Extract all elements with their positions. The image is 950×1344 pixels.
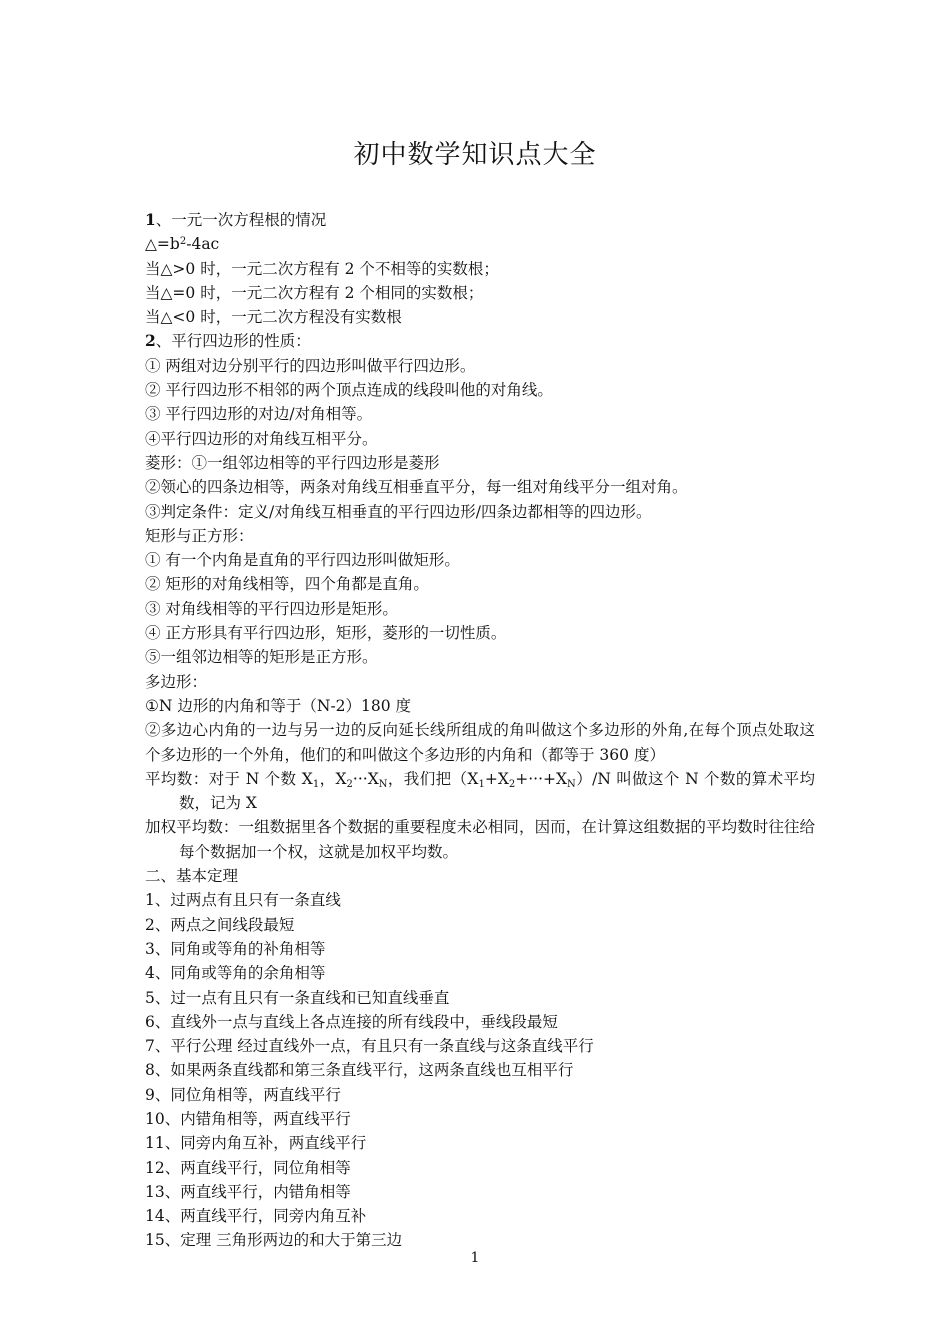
- theorem-item: 15、定理 三角形两边的和大于第三边: [145, 1231, 403, 1250]
- section-2-title: 、平行四边形的性质：: [155, 332, 311, 351]
- text-line: 当△=0 时，一元二次方程有 2 个相同的实数根；: [145, 283, 484, 302]
- theorem-item: 10、内错角相等，两直线平行: [145, 1109, 351, 1128]
- weighted-mean-paragraph: 加权平均数：一组数据里各个数据的重要程度未必相同，因而，在计算这组数据的平均数时往往给每个数据加一个权，这就是加权平均数。: [145, 818, 815, 861]
- mean-text: ，我们把（X: [387, 769, 479, 788]
- discriminant-formula: [145, 232, 815, 256]
- text-line: ② 矩形的对角线相等，四个角都是直角。: [145, 575, 429, 594]
- text-line: 当△>0 时，一元二次方程有 2 个不相等的实数根；: [145, 259, 499, 278]
- text-line: ②领心的四条边相等，两条对角线互相垂直平分，每一组对角线平分一组对角。: [145, 478, 688, 497]
- formula-part: -4ac: [186, 235, 220, 254]
- text-line: 菱形：①一组邻边相等的平行四边形是菱形: [145, 453, 440, 472]
- theorem-item: 13、两直线平行，内错角相等: [145, 1182, 351, 1201]
- subscript: 1: [478, 778, 485, 790]
- mean-definition-paragraph: [145, 767, 815, 816]
- text-line: ③ 对角线相等的平行四边形是矩形。: [145, 599, 398, 618]
- mean-text: ···X: [352, 769, 379, 788]
- text-line: ④平行四边形的对角线互相平分。: [145, 429, 378, 448]
- mean-text: +X: [484, 769, 509, 788]
- formula-part: △=b: [145, 235, 180, 254]
- theorem-item: 6、直线外一点与直线上各点连接的所有线段中，垂线段最短: [145, 1012, 558, 1031]
- mean-text: +···+X: [515, 769, 568, 788]
- theorem-item: 2、两点之间线段最短: [145, 915, 295, 934]
- theorem-item: 5、过一点有且只有一条直线和已知直线垂直: [145, 988, 450, 1007]
- text-line: 当△<0 时，一元二次方程没有实数根: [145, 308, 402, 327]
- text-line: ② 平行四边形不相邻的两个顶点连成的线段叫他的对角线。: [145, 381, 553, 400]
- section-1-number: 1: [145, 210, 156, 229]
- page-number: 1: [470, 1250, 480, 1266]
- subscript: 1: [312, 778, 320, 790]
- section-2-number: 2: [145, 331, 156, 351]
- theorem-item: 11、同旁内角互补，两直线平行: [145, 1134, 367, 1153]
- polygon-exterior-angle-paragraph: ②多边心内角的一边与另一边的反向延长线所组成的角叫做这个多边形的外角,在每个顶点处取这个多边形的一个外角，他们的和叫做这个多边形的内角和（都等于 360 度）: [145, 721, 815, 764]
- text-line: ① 两组对边分别平行的四边形叫做平行四边形。: [145, 356, 476, 375]
- subscript: 2: [346, 778, 353, 790]
- subscript: N: [378, 778, 388, 790]
- mean-text: ，X: [319, 769, 347, 788]
- section-1-heading: [145, 208, 815, 232]
- text-line: ③判定条件：定义/对角线互相垂直的平行四边形/四条边都相等的四边形。: [145, 502, 652, 521]
- section-2-heading: [145, 329, 815, 353]
- text-line: ① 有一个内角是直角的平行四边形叫做矩形。: [145, 551, 460, 570]
- text-line: ①N 边形的内角和等于（N-2）180 度: [145, 696, 412, 715]
- formula-superscript: 2: [179, 236, 187, 248]
- theorem-item: 9、同位角相等，两直线平行: [145, 1085, 341, 1104]
- section-1-title: 、一元一次方程根的情况: [155, 211, 327, 229]
- mean-text: 平均数：对于 N 个数 X: [145, 769, 313, 788]
- page-title: 初中数学知识点大全: [353, 140, 597, 170]
- document-body: [145, 208, 815, 1253]
- text-line: 多边形：: [145, 672, 208, 691]
- text-line: 矩形与正方形：: [145, 526, 254, 545]
- theorem-item: 8、如果两条直线都和第三条直线平行，这两条直线也互相平行: [145, 1061, 574, 1080]
- section-basic-theorems-heading: 二、基本定理: [145, 867, 239, 886]
- theorem-item: 3、同角或等角的补角相等: [145, 939, 326, 958]
- subscript: 2: [508, 778, 516, 790]
- theorem-item: 12、两直线平行，同位角相等: [145, 1158, 351, 1177]
- theorem-item: 14、两直线平行，同旁内角互补: [145, 1207, 367, 1226]
- text-line: ③ 平行四边形的对边/对角相等。: [145, 405, 373, 424]
- theorem-item: 4、同角或等角的余角相等: [145, 964, 326, 983]
- theorem-item: 7、平行公理 经过直线外一点，有且只有一条直线与这条直线平行: [145, 1037, 594, 1056]
- theorem-item: 1、过两点有且只有一条直线: [145, 891, 341, 910]
- mean-text: ）/N 叫做这个 N 个数的算术平均数，记为 X: [179, 769, 815, 813]
- text-line: ④ 正方形具有平行四边形，矩形，菱形的一切性质。: [145, 624, 507, 643]
- subscript: N: [567, 778, 576, 790]
- text-line: ⑤一组邻边相等的矩形是正方形。: [145, 648, 378, 667]
